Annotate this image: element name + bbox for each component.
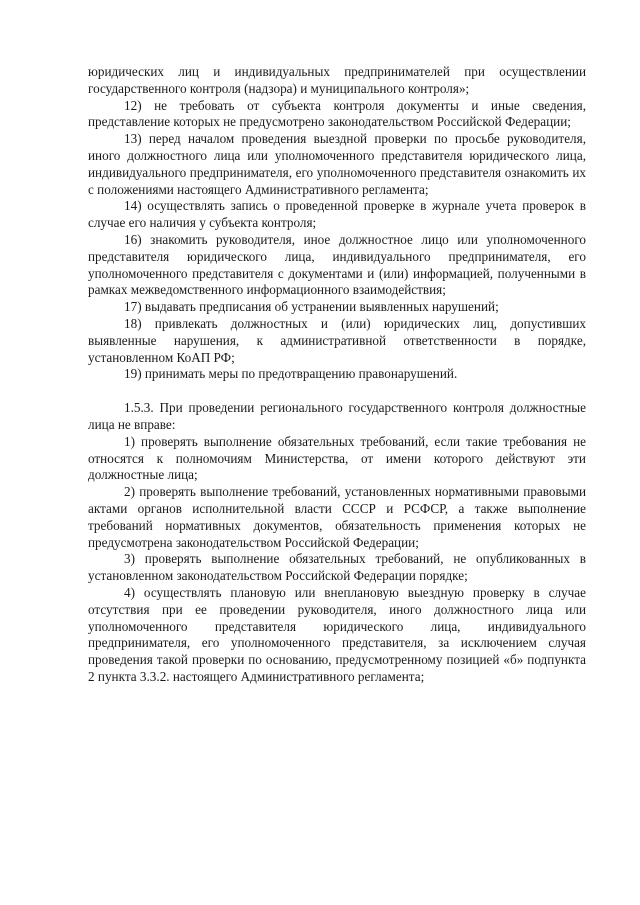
paragraph-item-16: 16) знакомить руководителя, иное должностное лицо или уполномоченного представителя юридического лица, индивидуального предпринимателя, его уполномоченного представителя с документами и (или) информацией, полученными в рамках межведомственного информационного взаимодействия; — [88, 231, 586, 298]
paragraph-prohibition-4: 4) осуществлять плановую или внеплановую выездную проверку в случае отсутствия при ее проведении руководителя, иного должностного лица или уполномоченного представителя юридического лица, индивидуального предпринимателя, его уполномоченного представителя, за исключением случая проведения такой проверки по основанию, предусмотренному позицией «б» подпункта 2 пункта 3.3.2. настоящего Административного регламента; — [88, 584, 586, 684]
paragraph-item-14: 14) осуществлять запись о проведенной проверке в журнале учета проверок в случае его наличия у субъекта контроля; — [88, 198, 586, 231]
paragraph-prohibition-2: 2) проверять выполнение требований, установленных нормативными правовыми актами органов исполнительной власти СССР и РСФСР, а также выполнение требований нормативных документов, обязательность применения которых не предусмотрена законодательством Российской Федерации; — [88, 484, 586, 550]
paragraph-continuation: юридических лиц и индивидуальных предпринимателей при осуществлении государственного контроля (надзора) и муниципального контроля»; — [88, 64, 586, 96]
paragraph-item-19: 19) принимать меры по предотвращению правонарушений. — [124, 366, 458, 382]
paragraph-item-12: 12) не требовать от субъекта контроля документы и иные сведения, представление которых не предусмотрено законодательством Российской Федерации; — [88, 97, 586, 130]
paragraph-item-17: 17) выдавать предписания об устранении выявленных нарушений; — [124, 299, 499, 315]
section-heading-1-5-3: 1.5.3. При проведении регионального государственного контроля должностные лица не вправе: — [88, 400, 586, 432]
section-spacer — [88, 383, 586, 400]
paragraph-item-18: 18) привлекать должностных и (или) юридических лиц, допустивших выявленные нарушения, к административной ответственности в порядке, установленном КоАП РФ; — [88, 315, 586, 365]
document-page — [88, 64, 586, 686]
paragraph-item-13: 13) перед началом проведения выездной проверки по просьбе руководителя, иного должностного лица или уполномоченного представителя юридического лица, индивидуального предпринимателя, его уполномоченного представителя ознакомить их с положениями настоящего Административного регламента; — [88, 131, 586, 197]
paragraph-prohibition-3: 3) проверять выполнение обязательных требований, не опубликованных в установленном законодательством Российской Федерации порядке; — [88, 551, 586, 584]
paragraph-prohibition-1: 1) проверять выполнение обязательных требований, если такие требования не относятся к полномочиям Министерства, от имени которого действуют эти должностные лица; — [88, 433, 586, 483]
